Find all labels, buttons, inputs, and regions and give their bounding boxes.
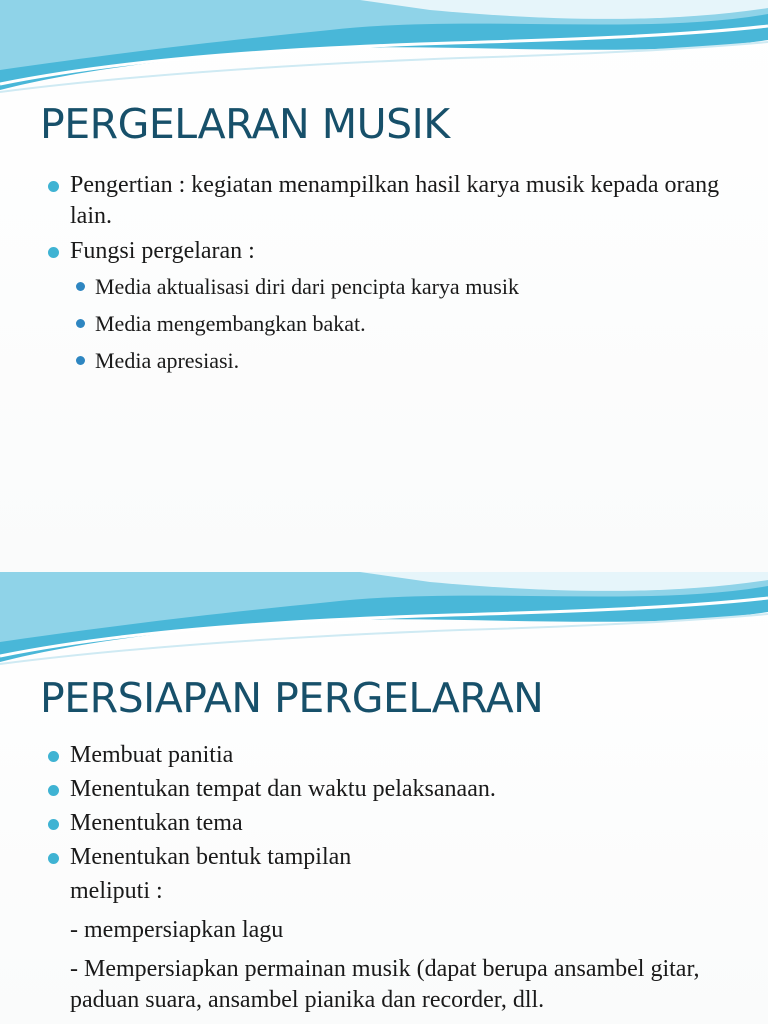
bullet-text: Fungsi pergelaran : [70,238,255,264]
continuation-line: meliputi : [70,878,163,904]
bullet-item: Menentukan tempat dan waktu pelaksanaan. [48,774,748,805]
slide-body [48,170,748,384]
continuation-line: - Mempersiapkan permainan musik (dapat berupa ansambel gitar, paduan suara, ansambel pianika dan recorder, dll. [70,956,700,1013]
continuation-line: - mempersiapkan lagu [70,917,284,943]
sub-bullet-item: Media apresiasi. [70,347,748,374]
slide-title: PERGELARAN MUSIK [40,100,450,148]
bullet-item: Menentukan bentuk tampilan [48,842,748,873]
sub-bullet-item: Media aktualisasi diri dari pencipta karya musik [70,273,748,300]
bullet-item: Menentukan tema [48,808,748,839]
header-wave-decoration [0,572,768,668]
slide-2 [0,572,768,1024]
bullet-item: Pengertian : kegiatan menampilkan hasil karya musik kepada orang lain. [48,170,748,232]
sub-bullet-item: Media mengembangkan bakat. [70,310,748,337]
bullet-item [48,236,748,374]
slide-title: PERSIAPAN PERGELARAN [40,674,544,722]
header-wave-decoration [0,0,768,96]
slide-body [48,740,748,1024]
bullet-item: Membuat panitia [48,740,748,771]
